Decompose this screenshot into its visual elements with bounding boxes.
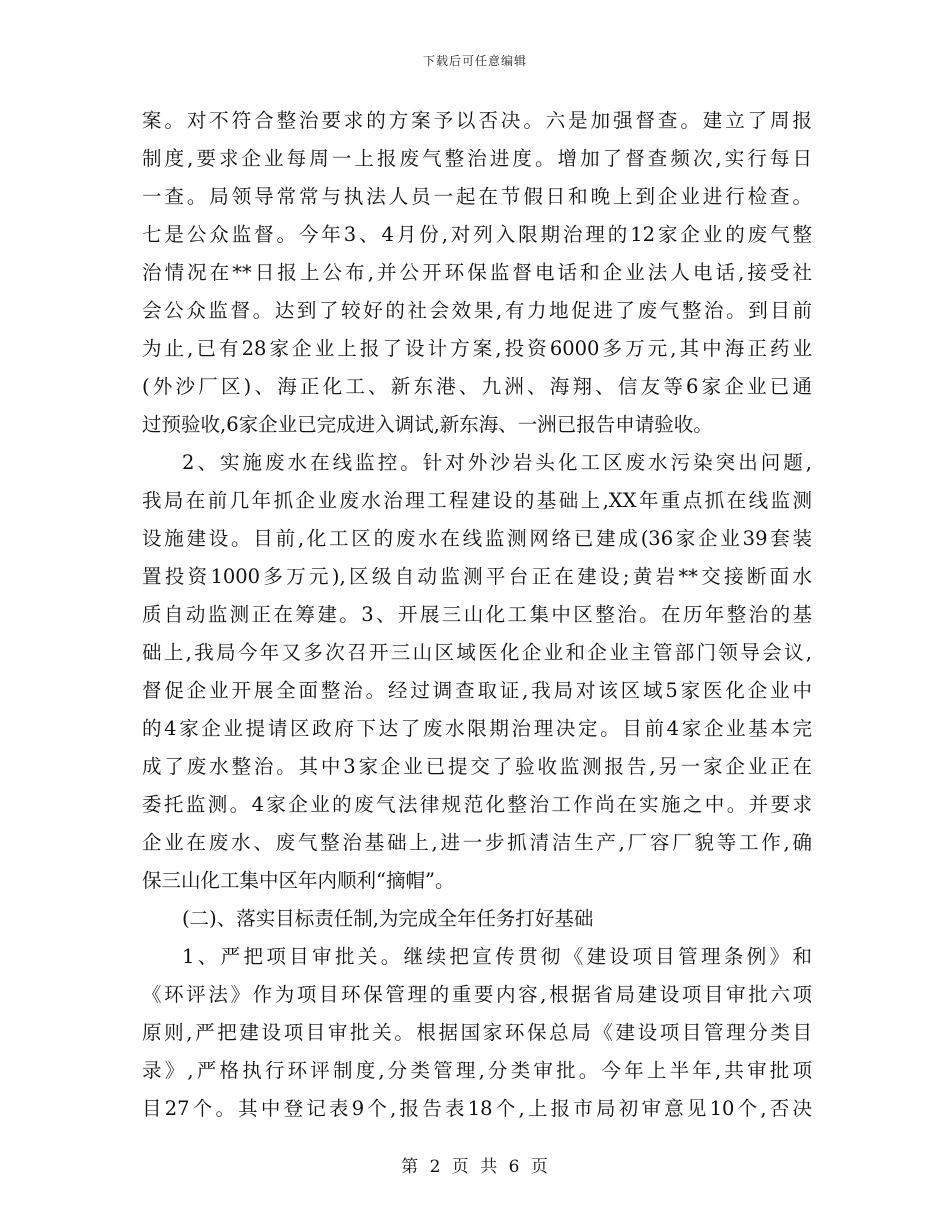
text-line: 设施建设。目前,化工区的废水在线监测网络已建成(36家企业39套装 [142,527,812,550]
text-line: 成了废水整治。其中3家企业已提交了验收监测报告,另一家企业正在 [142,755,812,778]
text-line: 一查。局领导常常与执法人员一起在节假日和晚上到企业进行检查。 [142,185,812,208]
text-line: 原则,严把建设项目审批关。根据国家环保总局《建设项目管理分类目 [142,1021,812,1044]
text-line: 1、严把项目审批关。继续把宣传贯彻《建设项目管理条例》和 [182,945,812,968]
text-line: 《环评法》作为项目环保管理的重要内容,根据省局建设项目审批六项 [142,983,812,1006]
text-line: 企业在废水、废气整治基础上,进一步抓清洁生产,厂容厂貌等工作,确 [142,831,812,854]
text-line: 督促企业开展全面整治。经过调查取证,我局对该区域5家医化企业中 [142,679,812,702]
text-line: 为止,已有28家企业上报了设计方案,投资6000多万元,其中海正药业 [142,337,812,360]
page-header: 下载后可任意编辑 [422,54,527,68]
text-line: 录》,严格执行环评制度,分类管理,分类审批。今年上半年,共审批项 [142,1059,812,1082]
text-line: 保三山化工集中区年内顺利“摘帽”。 [142,869,455,892]
text-line: 治情况在**日报上公布,并公开环保监督电话和企业法人电话,接受社 [142,261,812,284]
text-line: 我局在前几年抓企业废水治理工程建设的基础上,XX年重点抓在线监测 [142,489,812,512]
text-line: 委托监测。4家企业的废气法律规范化整治工作尚在实施之中。并要求 [142,793,812,816]
text-line: 会公众监督。达到了较好的社会效果,有力地促进了废气整治。到目前 [142,299,812,322]
text-line: 过预验收,6家企业已完成进入调试,新东海、一洲已报告申请验收。 [142,413,713,436]
text-line: 的4家企业提请区政府下达了废水限期治理决定。目前4家企业基本完 [142,717,812,740]
document-body [142,102,812,1128]
text-line: (外沙厂区)、海正化工、新东港、九洲、海翔、信友等6家企业已通 [142,375,812,398]
text-line: 置投资1000多万元),区级自动监测平台正在建设;黄岩**交接断面水 [142,565,812,588]
text-line: 目27个。其中登记表9个,报告表18个,上报市局初审意见10个,否决 [142,1097,812,1120]
text-line: 案。对不符合整治要求的方案予以否决。六是加强督查。建立了周报 [142,109,812,132]
text-line: 础上,我局今年又多次召开三山区域医化企业和企业主管部门领导会议, [142,641,812,664]
section-heading: (二)、落实目标责任制,为完成全年任务打好基础 [182,907,594,930]
text-line: 七是公众监督。今年3、4月份,对列入限期治理的12家企业的废气整 [142,223,812,246]
text-line: 质自动监测正在筹建。3、开展三山化工集中区整治。在历年整治的基 [142,603,812,626]
text-line: 制度,要求企业每周一上报废气整治进度。增加了督查频次,实行每日 [142,147,812,170]
page-number: 第 2 页 共 6 页 [401,1157,549,1177]
text-line: 2、实施废水在线监控。针对外沙岩头化工区废水污染突出问题, [182,451,812,474]
